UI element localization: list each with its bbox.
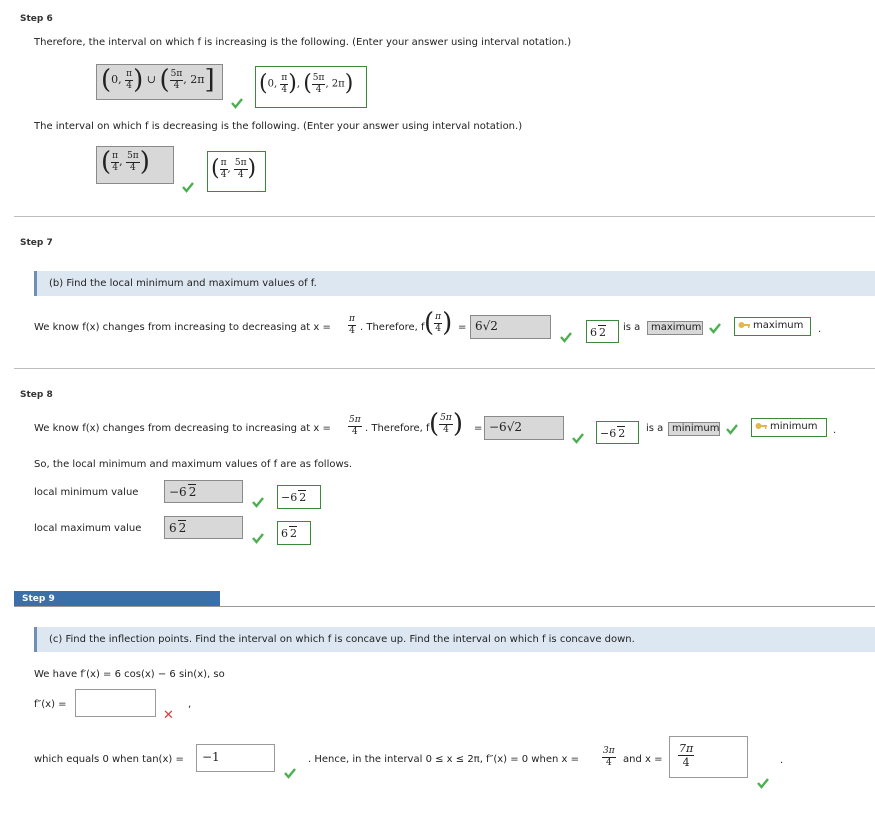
divider [14, 606, 875, 607]
increasing-answer-box: (0, $\frac{\pi}{4}$ ) ∪ ( $\frac{5\pi}{4}$ , 2π] [96, 64, 223, 100]
maximum-response-box[interactable] [734, 317, 811, 336]
step7-response-box[interactable]: 6 2 [586, 320, 619, 343]
question-bar-c [34, 627, 875, 652]
which-equals-text: which equals 0 when tan(x) = [34, 754, 184, 765]
local-min-answer-box: −6 2 [164, 480, 243, 503]
minimum-answer-box: minimum [668, 422, 720, 436]
tan-value-box[interactable]: −1 [196, 744, 275, 772]
step8-line-before: We know f(x) changes from decreasing to increasing at x = [34, 423, 331, 434]
f-argument: ( $\frac{5\pi}{4}$ ) [429, 409, 463, 439]
period: . [780, 755, 784, 766]
divider [14, 368, 875, 369]
part-c-text: (c) Find the inflection points. Find the interval on which f is concave up. Find the interval on which f is concave down. [49, 634, 635, 645]
check-icon [181, 180, 195, 194]
increasing-response-box[interactable]: (0, $\frac{\pi}{4}$ ), ( $\frac{5\pi}{4}$ , 2π) [255, 66, 367, 108]
maximum-answer-box: maximum [647, 321, 703, 335]
x-value-5pi-over-4: $\frac{5\pi}{4}$ [349, 415, 361, 437]
check-icon [756, 776, 770, 790]
step7-therefore: . Therefore, f [360, 322, 425, 333]
equals-sign: = [458, 322, 467, 333]
so-line: So, the local minimum and maximum values of f are as follows. [34, 459, 353, 470]
part-b-text: (b) Find the local minimum and maximum values of f. [49, 278, 317, 289]
key-icon [755, 421, 767, 431]
second-x-box[interactable]: $\frac{7\pi}{4}$ [669, 736, 748, 778]
local-max-label: local maximum value [34, 523, 142, 534]
check-icon [283, 766, 297, 780]
key-icon [738, 320, 750, 330]
decreasing-response-box[interactable]: ( $\frac{\pi}{4}$ , $\frac{5\pi}{4}$ ) [207, 151, 266, 192]
is-a-text: is a [623, 322, 641, 333]
check-icon [559, 330, 573, 344]
step8-label: Step 8 [20, 390, 53, 400]
step6-increasing-prompt: Therefore, the interval on which f is increasing is the following. (Enter your answer using interval notation.) [34, 37, 572, 48]
step7-label: Step 7 [20, 238, 53, 248]
check-icon [708, 321, 722, 335]
period: . [818, 324, 822, 335]
is-a-text: is a [646, 423, 664, 434]
local-max-answer-box: 6 2 [164, 516, 243, 539]
check-icon [251, 531, 265, 545]
fpp-input[interactable] [75, 689, 156, 717]
minimum-response-box[interactable] [751, 418, 827, 437]
step8-answer-box: −6√2 [484, 416, 564, 440]
question-bar-b [34, 271, 875, 296]
hence-text: . Hence, in the interval 0 ≤ x ≤ 2π, f″(x) = 0 when x = [308, 754, 579, 765]
check-icon [251, 495, 265, 509]
cross-icon: ✕ [163, 708, 174, 723]
step6-label: Step 6 [20, 14, 53, 24]
step7-answer-box: 6√2 [470, 315, 551, 339]
minimum-response-text: minimum [770, 421, 818, 432]
check-icon [230, 96, 244, 110]
and-x-text: and x = [623, 754, 663, 765]
maximum-response-text: maximum [753, 320, 804, 331]
check-icon [571, 431, 585, 445]
step8-response-box[interactable]: −6 2 [596, 421, 639, 444]
x-value-pi-over-4: $\frac{\pi}{4}$ [349, 314, 355, 336]
local-min-label: local minimum value [34, 487, 139, 498]
divider [14, 216, 875, 217]
step9-tab: Step 9 [14, 591, 220, 607]
equals-sign: = [474, 423, 483, 434]
local-min-response-box[interactable]: −6 2 [277, 485, 321, 509]
f-argument: ( $\frac{\pi}{4}$ ) [424, 308, 453, 338]
fpp-label: f″(x) = [34, 699, 67, 710]
step7-line-before: We know f(x) changes from increasing to decreasing at x = [34, 322, 331, 333]
x-value-3pi-over-4: $\frac{3\pi}{4}$ [603, 746, 615, 768]
comma: , [188, 699, 192, 710]
we-have-text: We have f′(x) = 6 cos(x) − 6 sin(x), so [34, 669, 225, 680]
step6-decreasing-prompt: The interval on which f is decreasing is the following. (Enter your answer using interval notation.) [34, 121, 523, 132]
period: . [833, 425, 837, 436]
decreasing-answer-box: ( $\frac{\pi}{4}$ , $\frac{5\pi}{4}$ ) [96, 146, 174, 184]
check-icon [725, 422, 739, 436]
local-max-response-box[interactable]: 6 2 [277, 521, 311, 545]
step8-therefore: . Therefore, f [365, 423, 430, 434]
